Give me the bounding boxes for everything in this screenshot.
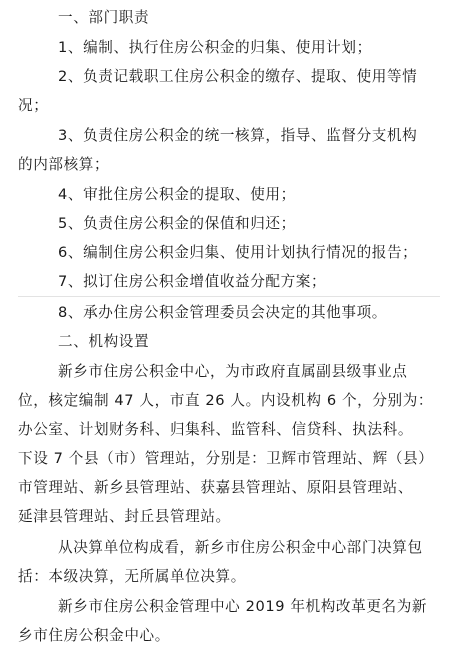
- org-para2-line1: 从决算单位构成看，新乡市住房公积金中心部门决算包: [58, 539, 423, 556]
- org-para1-line5: 市管理站、新乡县管理站、获嘉县管理站、原阳县管理站、: [18, 479, 414, 496]
- org-para1-line2: 位，核定编制 47 人，市直 26 人。内设机构 6 个，分别为：: [18, 392, 434, 409]
- page-divider: [18, 296, 440, 297]
- section-heading-duties: 一、部门职责: [58, 9, 150, 26]
- duty-item-3-cont: 的内部核算；: [18, 156, 110, 173]
- org-para3-line2: 乡市住房公积金中心。: [18, 627, 170, 644]
- org-para1-line6: 延津县管理站、封丘县管理站。: [18, 508, 231, 525]
- duty-item-7: 7、拟订住房公积金增值收益分配方案；: [58, 273, 327, 290]
- duty-item-6: 6、编制住房公积金归集、使用计划执行情况的报告；: [58, 244, 418, 261]
- section-heading-organization: 二、机构设置: [58, 333, 150, 350]
- duty-item-4: 4、审批住房公积金的提取、使用；: [58, 186, 296, 203]
- org-para2-line2: 括：本级决算，无所属单位决算。: [18, 568, 246, 585]
- duty-item-3: 3、负责住房公积金的统一核算，指导、监督分支机构: [58, 127, 418, 144]
- org-para1-line4: 下设 7 个县（市）管理站，分别是：卫辉市管理站、辉（县）: [18, 450, 434, 467]
- duty-item-8: 8、承办住房公积金管理委员会决定的其他事项。: [58, 304, 387, 321]
- org-para3-line1: 新乡市住房公积金管理中心 2019 年机构改革更名为新: [58, 598, 428, 615]
- duty-item-2: 2、负责记载职工住房公积金的缴存、提取、使用等情: [58, 68, 418, 85]
- org-para1-line1: 新乡市住房公积金中心，为市政府直属副县级事业点: [58, 363, 408, 380]
- duty-item-1: 1、编制、执行住房公积金的归集、使用计划；: [58, 39, 372, 56]
- duty-item-5: 5、负责住房公积金的保值和归还；: [58, 215, 296, 232]
- org-para1-line3: 办公室、计划财务科、归集科、监管科、信贷科、执法科。: [18, 421, 414, 438]
- duty-item-2-cont: 况；: [18, 97, 49, 114]
